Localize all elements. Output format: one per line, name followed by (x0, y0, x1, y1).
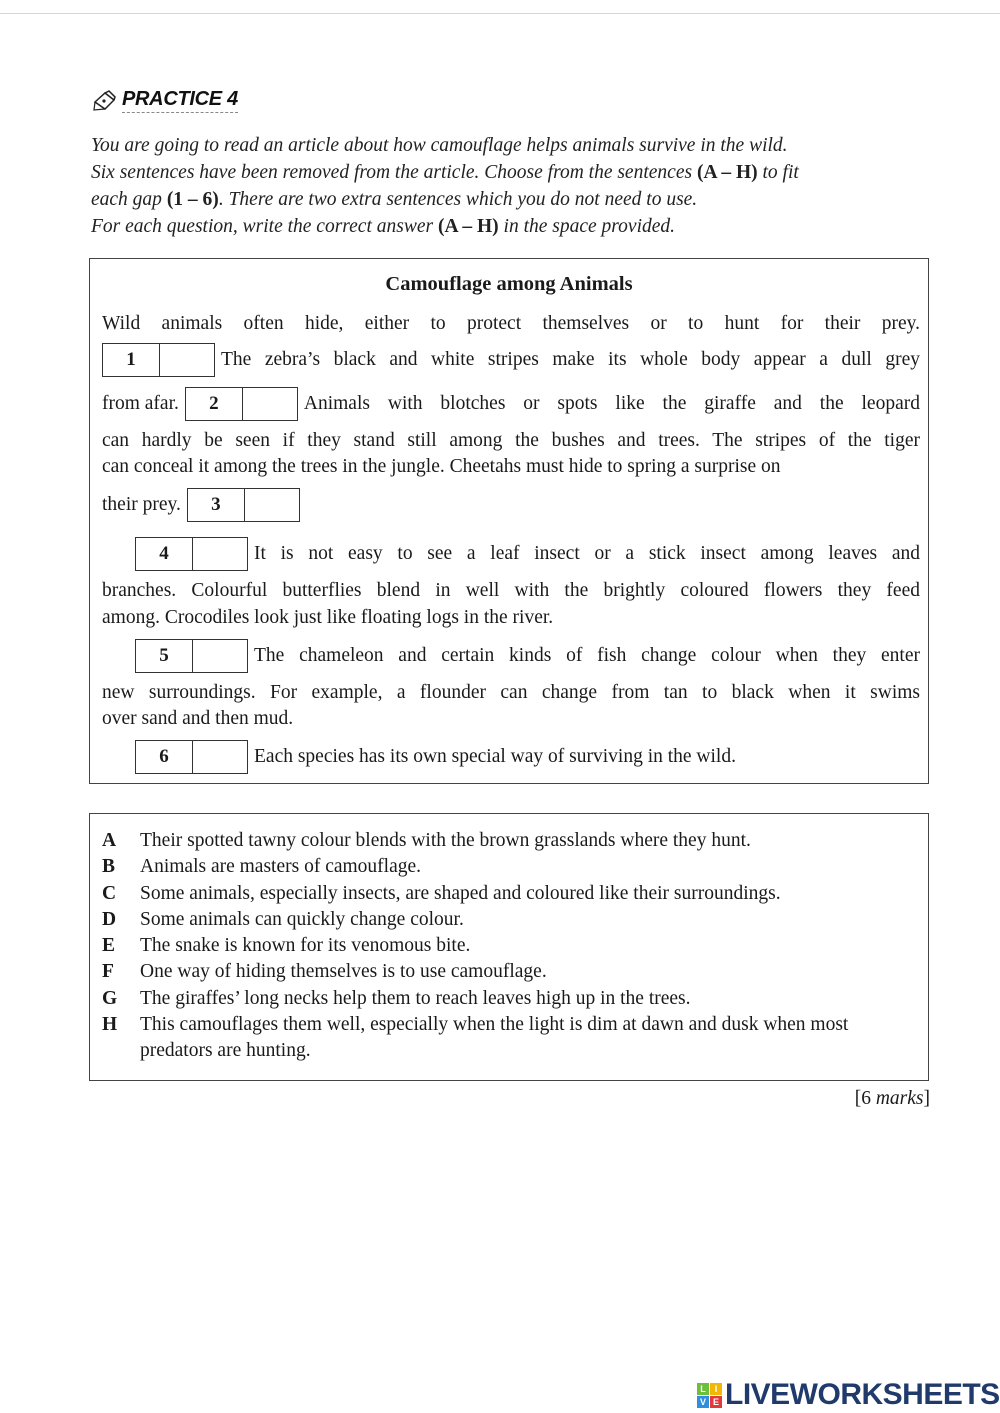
article-line: over sand and then mud. (102, 708, 294, 729)
instructions-line-3 (91, 186, 951, 213)
article-line (102, 387, 920, 421)
live-tiles-icon (697, 1383, 722, 1408)
option-h (102, 1012, 928, 1065)
article-line: among. Crocodiles look just like floating logs in the river. (102, 607, 554, 628)
practice-title: PRACTICE 4 (122, 88, 238, 113)
option-b (102, 854, 928, 880)
article-line: Wild animals often hide, either to protect themselves or to hunt for their prey. (102, 313, 920, 334)
gap-answer-input-4[interactable] (193, 538, 247, 570)
option-text: Some animals, especially insects, are shaped and coloured like their surroundings. (140, 882, 781, 904)
gap-box-5 (135, 639, 248, 673)
option-c (102, 881, 928, 907)
logo-tile: L (697, 1383, 709, 1395)
article-text: It is not easy to see a leaf insect or a stick insect among leaves and (254, 543, 920, 564)
logo-tile: V (697, 1396, 709, 1408)
article-line: can hardly be seen if they stand still among the bushes and trees. The stripes of the tiger (102, 430, 920, 451)
option-text: One way of hiding themselves is to use camouflage. (140, 961, 547, 983)
gap-answer-input-2[interactable] (243, 388, 297, 420)
article-line (102, 488, 920, 522)
option-text: Animals are masters of camouflage. (140, 856, 422, 878)
instructions-text: in the space provided. (498, 216, 676, 237)
instructions-line-2 (91, 159, 951, 186)
article-line (135, 639, 920, 673)
article-text: Animals with blotches or spots like the giraffe and the leopard (303, 393, 920, 414)
gap-box-4 (135, 537, 248, 571)
article-line (135, 537, 920, 571)
option-text: The snake is known for its venomous bite. (140, 935, 471, 957)
pen-nib-icon (92, 90, 118, 112)
option-d (102, 907, 928, 933)
option-letter: C (102, 882, 117, 904)
marks-count: [6 (854, 1088, 876, 1109)
article-line (102, 343, 920, 377)
options-box (89, 813, 929, 1081)
article-text: from afar. (102, 393, 179, 414)
article-line: branches. Colourful butterflies blend in well with the brightly coloured flowers they feed (102, 580, 920, 601)
option-letter: F (102, 961, 114, 983)
instructions-line-1: You are going to read an article about how camouflage helps animals survive in the wild. (91, 135, 788, 156)
instructions-text: to fit (757, 162, 799, 183)
article-text: Each species has its own special way of surviving in the wild. (254, 746, 736, 767)
article-line (135, 740, 920, 774)
article-title: Camouflage among Animals (385, 273, 633, 295)
option-text: This camouflages them well, especially when the light is dim at dawn and dusk when most predators are hunting. (140, 1014, 849, 1062)
option-letter: H (102, 1014, 118, 1036)
practice-heading (92, 88, 238, 113)
option-text: Their spotted tawny colour blends with the brown grasslands where they hunt. (140, 830, 751, 851)
instructions-text: . There are two extra sentences which you do not need to use. (218, 189, 698, 210)
top-divider (0, 13, 1000, 14)
gap-number: 3 (188, 489, 245, 521)
marks-bracket: ] (923, 1088, 930, 1109)
article-text: their prey. (102, 494, 181, 515)
gap-number: 1 (103, 344, 160, 376)
gap-answer-input-3[interactable] (245, 489, 299, 521)
option-letter: B (102, 856, 116, 878)
gap-box-3 (187, 488, 300, 522)
option-g (102, 986, 928, 1012)
gap-box-1 (102, 343, 215, 377)
gap-box-2 (185, 387, 298, 421)
option-f (102, 959, 928, 985)
liveworksheets-logo (697, 1378, 1000, 1412)
option-e (102, 933, 928, 959)
marks-label (855, 1088, 930, 1110)
logo-tile: I (710, 1383, 722, 1395)
instructions-text: each gap (91, 189, 167, 210)
gap-range: (1 – 6) (166, 189, 219, 210)
article-line: can conceal it among the trees in the jungle. Cheetahs must hide to spring a surprise on (102, 456, 781, 477)
marks-word: marks (875, 1088, 924, 1109)
gap-box-6 (135, 740, 248, 774)
instructions (91, 132, 951, 240)
article-box (89, 258, 929, 784)
gap-number: 5 (136, 640, 193, 672)
gap-number: 4 (136, 538, 193, 570)
gap-number: 2 (186, 388, 243, 420)
option-text: Some animals can quickly change colour. (140, 908, 464, 930)
gap-answer-input-1[interactable] (160, 344, 214, 376)
gap-answer-input-6[interactable] (193, 741, 247, 773)
option-letter: A (102, 830, 117, 851)
option-text: The giraffes’ long necks help them to reach leaves high up in the trees. (140, 987, 691, 1009)
instructions-line-4 (91, 213, 951, 240)
brand-wordmark: LIVEWORKSHEETS (725, 1378, 1000, 1411)
option-letter: D (102, 908, 117, 930)
option-letter: E (102, 935, 116, 957)
instructions-text: For each question, write the correct answer (91, 216, 438, 237)
gap-answer-input-5[interactable] (193, 640, 247, 672)
option-range: (A – H) (696, 162, 758, 183)
gap-number: 6 (136, 741, 193, 773)
instructions-text: Six sentences have been removed from the article. Choose from the sentences (91, 162, 697, 183)
article-line: new surroundings. For example, a flounder can change from tan to black when it swims (102, 682, 920, 703)
option-a (102, 828, 928, 854)
logo-tile: E (710, 1396, 722, 1408)
article-text: The chameleon and certain kinds of fish change colour when they enter (254, 645, 920, 666)
article-text: The zebra’s black and white stripes make its whole body appear a dull grey (221, 349, 920, 370)
option-range: (A – H) (437, 216, 499, 237)
option-letter: G (102, 987, 118, 1009)
